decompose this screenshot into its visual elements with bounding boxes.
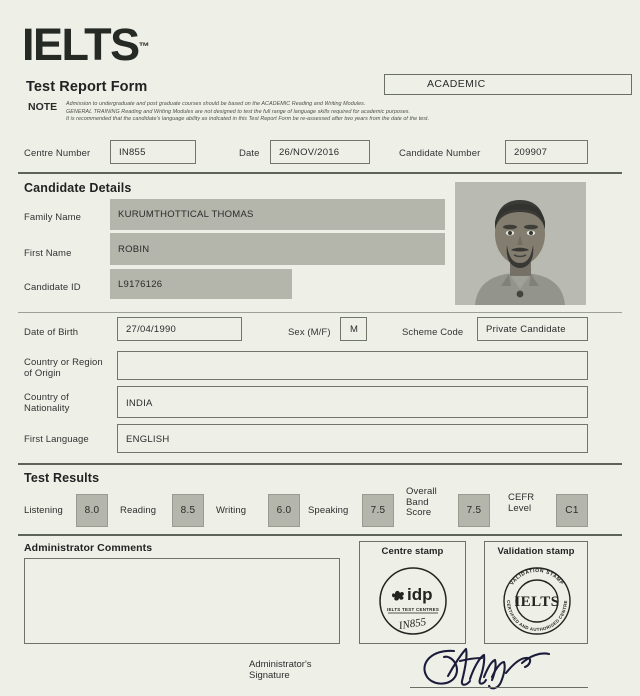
candidate-id-field[interactable] xyxy=(110,269,292,299)
centre-number-field[interactable] xyxy=(110,140,196,164)
svg-text:CERTIFIED AND AUTHORISED CENTR: CERTIFIED AND AUTHORISED CENTRE xyxy=(505,600,569,633)
sex-value: M xyxy=(350,324,359,335)
signature-rule xyxy=(410,687,588,688)
first-language-field[interactable] xyxy=(117,424,588,453)
country-nationality-label-line2: Nationality xyxy=(24,403,70,414)
country-origin-label-line1: Country or Region xyxy=(24,357,103,368)
score-value-overall-band-score: 7.5 xyxy=(458,494,490,527)
first-name-field[interactable] xyxy=(110,233,445,265)
sex-field[interactable] xyxy=(340,317,367,341)
svg-text:IELTS: IELTS xyxy=(514,594,560,610)
test-results-heading: Test Results xyxy=(24,471,100,485)
country-origin-label-line2: of Origin xyxy=(24,368,61,379)
administrator-comments-field[interactable] xyxy=(24,558,340,644)
date-of-birth-label: Date of Birth xyxy=(24,327,79,338)
candidate-number-value: 209907 xyxy=(514,147,548,158)
logo-text: IELTS xyxy=(22,19,139,70)
date-of-birth-value: 27/04/1990 xyxy=(126,324,177,335)
country-nationality-value: INDIA xyxy=(126,398,153,409)
score-value-listening: 8.0 xyxy=(76,494,108,527)
date-of-birth-field[interactable] xyxy=(117,317,242,341)
family-name-label: Family Name xyxy=(24,212,82,223)
score-value-writing: 6.0 xyxy=(268,494,300,527)
module-type-box xyxy=(384,74,632,95)
date-field[interactable] xyxy=(270,140,370,164)
country-origin-label xyxy=(24,357,103,379)
centre-number-label: Centre Number xyxy=(24,148,91,159)
note-line-2: GENERAL TRAINING Reading and Writing Modules are not designed to test the full range of language skills required for academic purposes. xyxy=(66,108,411,115)
country-nationality-field[interactable] xyxy=(117,386,588,418)
scheme-code-label: Scheme Code xyxy=(402,327,464,338)
sex-label: Sex (M/F) xyxy=(288,327,331,338)
overall-label-line1: Overall xyxy=(406,486,437,497)
first-name-value: ROBIN xyxy=(118,244,150,255)
module-type-value: ACADEMIC xyxy=(427,78,486,90)
score-value-cefr-level: C1 xyxy=(556,494,588,527)
scheme-code-field[interactable] xyxy=(477,317,588,341)
validation-stamp-frame xyxy=(484,541,588,644)
svg-text:VALIDATION STAMP: VALIDATION STAMP xyxy=(509,567,565,587)
ielts-logo xyxy=(22,19,150,70)
divider-footer xyxy=(18,534,622,536)
candidate-number-label: Candidate Number xyxy=(399,148,481,159)
score-label-listening: Listening xyxy=(24,505,63,516)
centre-stamp-frame xyxy=(359,541,466,644)
note-line-3: It is recommended that the candidate's language ability as indicated in this Test Report Form be re-assessed after two years from the date of the test. xyxy=(66,116,430,123)
note-line-1: Admission to undergraduate and post graduate courses should be based on the ACADEMIC Reading and Writing Modules. xyxy=(66,101,366,107)
divider-test-results xyxy=(18,463,622,465)
first-language-value: ENGLISH xyxy=(126,434,170,445)
cefr-label-line2: Level xyxy=(508,502,532,514)
first-language-label: First Language xyxy=(24,434,89,445)
trademark-symbol: ™ xyxy=(138,41,150,53)
svg-text:idp: idp xyxy=(407,585,433,604)
score-label-overall-band-score xyxy=(406,487,437,519)
administrator-signature-line1: Administrator's xyxy=(249,659,312,670)
note-label: NOTE xyxy=(28,101,58,113)
divider-header xyxy=(18,172,622,174)
svg-text:IN855: IN855 xyxy=(398,615,428,633)
family-name-field[interactable] xyxy=(110,199,445,230)
svg-text:IELTS TEST CENTRES: IELTS TEST CENTRES xyxy=(386,607,440,612)
candidate-details-heading: Candidate Details xyxy=(24,181,132,195)
cefr-label-line1: CEFR xyxy=(508,492,535,503)
score-label-speaking: Speaking xyxy=(308,505,349,516)
date-value: 26/NOV/2016 xyxy=(279,147,340,158)
centre-stamp-graphic xyxy=(360,542,467,645)
score-value-speaking: 7.5 xyxy=(362,494,394,527)
candidate-id-label: Candidate ID xyxy=(24,282,81,293)
centre-stamp-title: Centre stamp xyxy=(381,546,444,557)
note-body xyxy=(66,101,621,124)
administrator-comments-label: Administrator Comments xyxy=(24,542,153,554)
country-nationality-label-line1: Country of xyxy=(24,392,69,403)
score-label-writing: Writing xyxy=(216,505,247,516)
administrator-signature xyxy=(418,643,598,691)
administrator-signature-line2: Signature xyxy=(249,670,290,681)
country-origin-field[interactable] xyxy=(117,351,588,380)
administrator-signature-label xyxy=(249,659,312,681)
candidate-number-field[interactable] xyxy=(505,140,588,164)
candidate-id-value: L9176126 xyxy=(118,279,163,290)
first-name-label: First Name xyxy=(24,248,72,259)
date-label: Date xyxy=(239,148,260,159)
candidate-photo xyxy=(455,182,586,305)
family-name-value: KURUMTHOTTICAL THOMAS xyxy=(118,209,254,220)
score-value-reading: 8.5 xyxy=(172,494,204,527)
country-nationality-label xyxy=(24,392,69,414)
validation-stamp-graphic xyxy=(485,542,589,645)
divider-candidate-details xyxy=(18,312,622,313)
centre-number-value: IN855 xyxy=(119,147,146,158)
scheme-code-value: Private Candidate xyxy=(486,324,566,335)
score-label-reading: Reading xyxy=(120,505,157,516)
page-title: Test Report Form xyxy=(26,79,148,95)
validation-stamp-title: Validation stamp xyxy=(497,546,575,557)
overall-label-line3: Score xyxy=(406,507,432,518)
overall-label-line2: Band xyxy=(406,496,429,508)
score-label-cefr-level xyxy=(508,493,534,514)
